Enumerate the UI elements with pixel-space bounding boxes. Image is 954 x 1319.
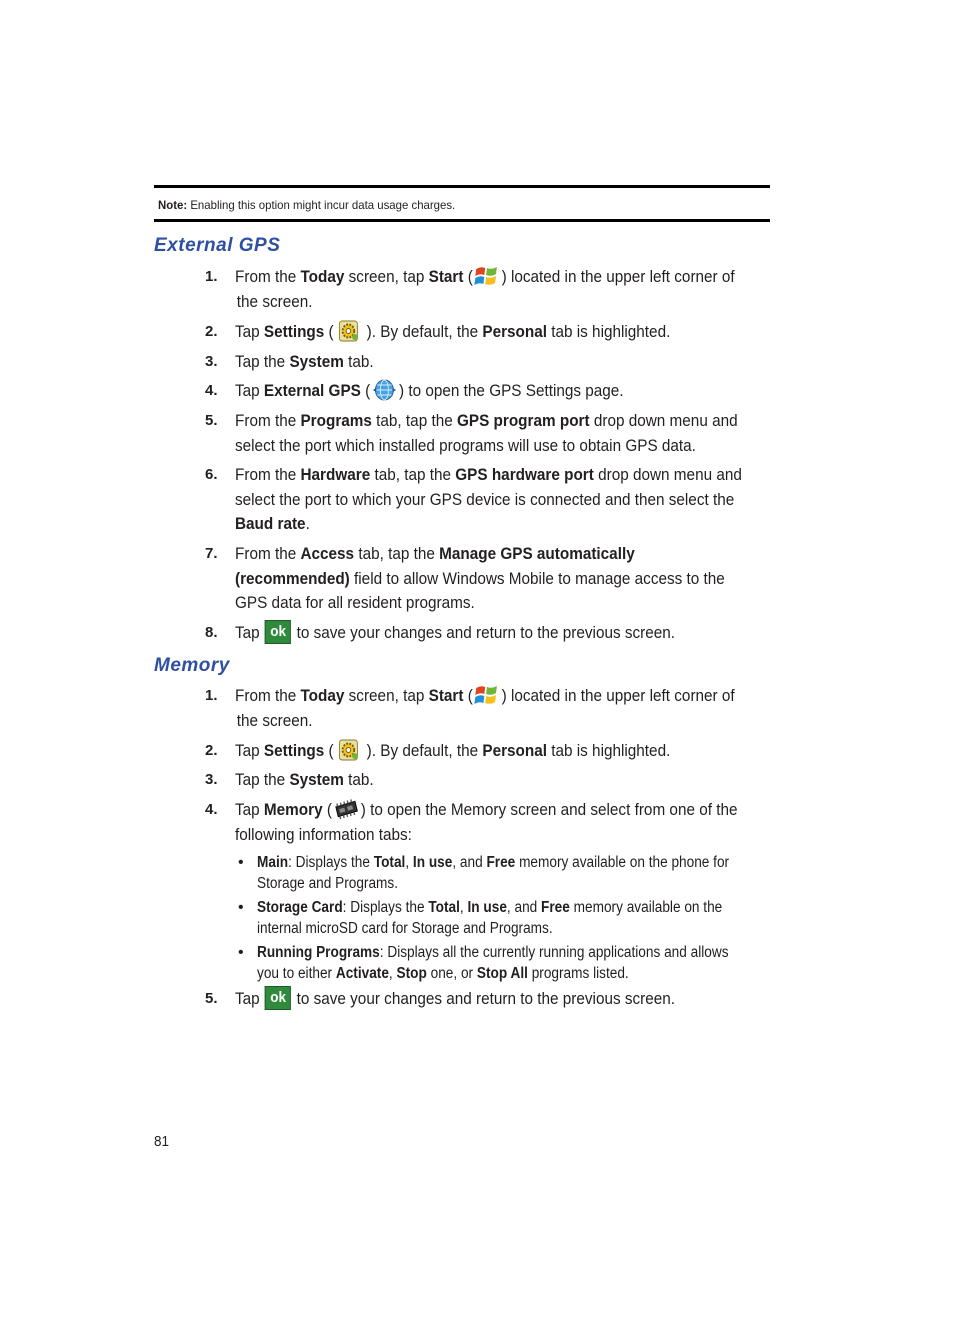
settings-gear-icon bbox=[335, 318, 362, 344]
note-box bbox=[154, 185, 770, 222]
bullet-text: Main: Displays the Total, In use, and Free memory available on the phone for Storage and Programs. bbox=[257, 854, 730, 892]
step-number: 6. bbox=[205, 466, 218, 483]
step-text: Tap the System tab. bbox=[235, 770, 374, 789]
step-number: 2. bbox=[205, 323, 218, 340]
step-number: 1. bbox=[205, 687, 218, 704]
note-text bbox=[158, 198, 455, 212]
bullet-dot: • bbox=[238, 944, 244, 961]
section-heading-memory: Memory bbox=[154, 655, 230, 676]
step-text: From the Today screen, tap Start ( ) located in the upper left corner of the screen. bbox=[235, 684, 735, 733]
step-number: 2. bbox=[205, 742, 218, 759]
ok-button-icon: ok bbox=[265, 986, 291, 1010]
step-number: 4. bbox=[205, 382, 218, 399]
step-number: 5. bbox=[205, 412, 218, 429]
step-text: Tap Settings ( ). By default, the Personal tab is highlighted. bbox=[235, 739, 670, 764]
step-text: Tap the System tab. bbox=[235, 352, 374, 371]
step-text: From the Access tab, tap the Manage GPS automatically (recommended) field to allow Windows Mobile to manage access to the GPS data for all resident programs. bbox=[235, 544, 725, 612]
note-body: Enabling this option might incur data usage charges. bbox=[190, 198, 456, 212]
globe-gps-icon bbox=[371, 377, 398, 403]
bullet-text: Running Programs: Displays all the currently running applications and allows you to either Activate, Stop one, or Stop All programs listed. bbox=[257, 944, 729, 982]
step-text: From the Programs tab, tap the GPS program port drop down menu and select the port which installed programs will use to obtain GPS data. bbox=[235, 411, 738, 455]
bullet-dot: • bbox=[238, 854, 244, 871]
step-number: 4. bbox=[205, 801, 218, 818]
step-text: From the Today screen, tap Start ( ) located in the upper left corner of the screen. bbox=[235, 265, 735, 314]
step-number: 7. bbox=[205, 545, 218, 562]
step-text: Tap ok to save your changes and return to the previous screen. bbox=[235, 621, 675, 646]
windows-start-icon bbox=[474, 263, 501, 289]
settings-gear-icon bbox=[335, 737, 362, 763]
page-number: 81 bbox=[154, 1133, 170, 1150]
memory-chip-icon bbox=[333, 796, 360, 822]
step-text: Tap Settings ( ). By default, the Personal tab is highlighted. bbox=[235, 320, 670, 345]
step-text: Tap Memory ( ) to open the Memory screen and select from one of the following information tabs: bbox=[235, 798, 737, 847]
bullet-text: Storage Card: Displays the Total, In use, and Free memory available on the internal microSD card for Storage and Programs. bbox=[257, 899, 723, 937]
step-text: From the Hardware tab, tap the GPS hardware port drop down menu and select the port to which your GPS device is connected and then select the Baud rate. bbox=[235, 465, 742, 533]
windows-start-icon bbox=[474, 682, 501, 708]
step-number: 3. bbox=[205, 771, 218, 788]
step-number: 5. bbox=[205, 990, 218, 1007]
step-number: 1. bbox=[205, 268, 218, 285]
ok-button-icon: ok bbox=[265, 620, 291, 644]
section-heading-external-gps: External GPS bbox=[154, 235, 281, 256]
step-text: Tap ok to save your changes and return to the previous screen. bbox=[235, 987, 675, 1012]
step-number: 3. bbox=[205, 353, 218, 370]
step-text: Tap External GPS ( ) to open the GPS Settings page. bbox=[235, 379, 624, 404]
bullet-dot: • bbox=[238, 899, 244, 916]
note-label: Note: bbox=[158, 198, 188, 212]
step-number: 8. bbox=[205, 624, 218, 641]
